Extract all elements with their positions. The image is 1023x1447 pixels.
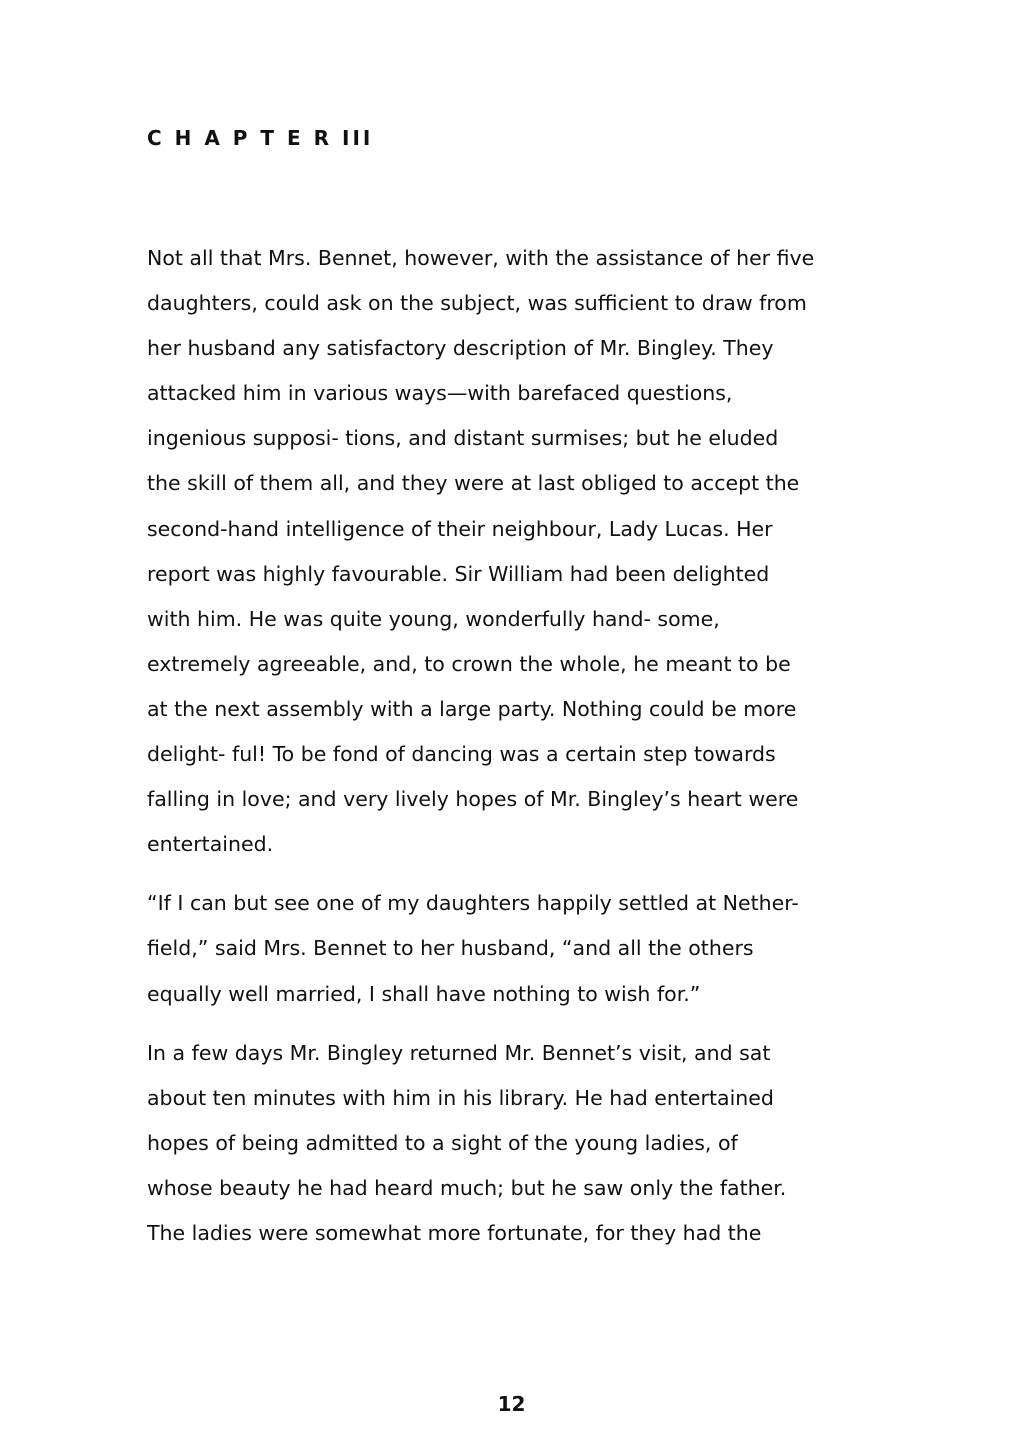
text-line: daughters, could ask on the subject, was sufficient to draw from [147, 291, 807, 316]
page-number: 12 [497, 1392, 526, 1416]
text-line: field,” said Mrs. Bennet to her husband, “and all the others [147, 936, 754, 961]
text-line: extremely agreeable, and, to crown the whole, he meant to be [147, 651, 791, 676]
text-line: whose beauty he had heard much; but he saw only the father. [147, 1175, 787, 1200]
paragraph-3 [147, 1031, 887, 1256]
text-line: at the next assembly with a large party. Nothing could be more [147, 696, 797, 721]
text-line: ingenious supposi- tions, and distant surmises; but he eluded [147, 426, 779, 451]
text-line: her husband any satisfactory description of Mr. Bingley. They [147, 336, 774, 361]
text-line: report was highly favourable. Sir William had been delighted [147, 561, 770, 586]
text-line: about ten minutes with him in his library. He had entertained [147, 1085, 774, 1110]
text-line: falling in love; and very lively hopes of Mr. Bingley’s heart were [147, 787, 799, 812]
text-line: Not all that Mrs. Bennet, however, with the assistance of her five [147, 246, 815, 270]
text-line: In a few days Mr. Bingley returned Mr. Bennet’s visit, and sat [147, 1040, 771, 1065]
body-text [147, 236, 887, 1256]
paragraph-2 [147, 881, 887, 1016]
text-line: entertained. [147, 832, 274, 857]
text-line: “If I can but see one of my daughters happily settled at Nether- [147, 891, 799, 916]
text-line: with him. He was quite young, wonderfully hand- some, [147, 606, 720, 631]
paragraph-1 [147, 236, 887, 867]
text-line: second-hand intelligence of their neighbour, Lady Lucas. Her [147, 516, 773, 541]
text-line: equally well married, I shall have nothing to wish for.” [147, 981, 701, 1006]
text-line: the skill of them all, and they were at last obliged to accept the [147, 471, 800, 496]
text-line: hopes of being admitted to a sight of the young ladies, of [147, 1130, 738, 1155]
text-line: delight- ful! To be fond of dancing was a certain step towards [147, 742, 776, 767]
text-line: The ladies were somewhat more fortunate, for they had the [147, 1220, 762, 1245]
chapter-title: C H A P T E R III [147, 126, 374, 150]
text-line: attacked him in various ways—with barefaced questions, [147, 381, 733, 406]
